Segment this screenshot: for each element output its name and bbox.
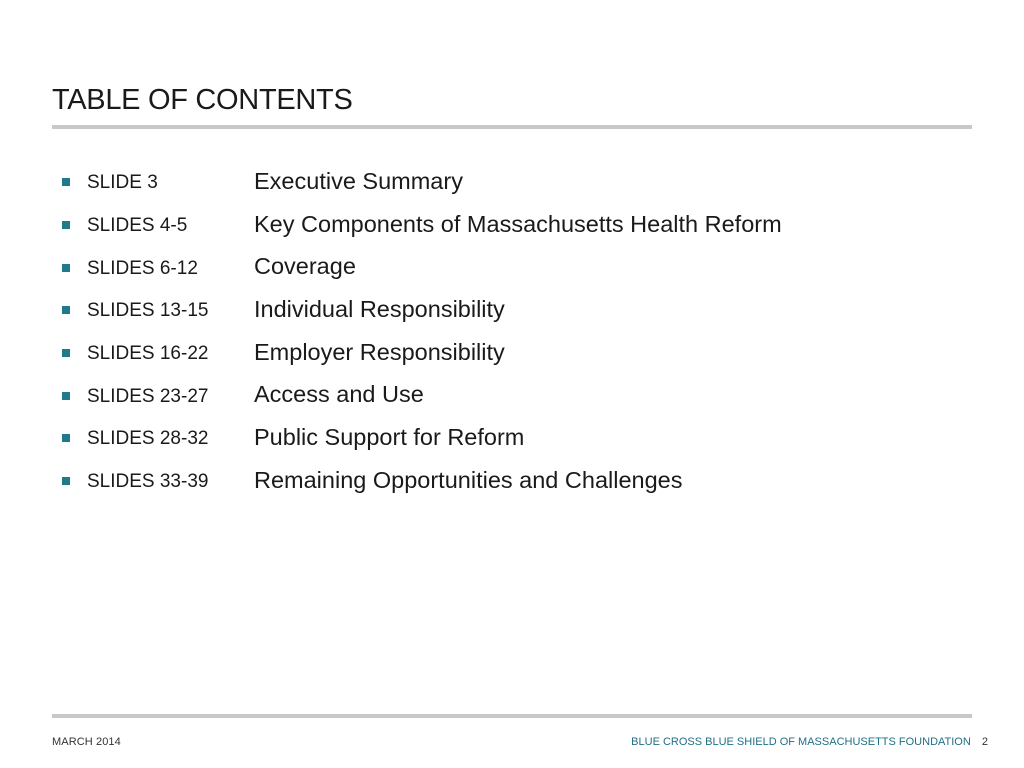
slide-reference: SLIDES 33-39: [87, 471, 209, 493]
square-bullet-icon: [62, 178, 70, 186]
slide-reference: SLIDES 16-22: [87, 343, 209, 365]
slide-reference: SLIDES 4-5: [87, 215, 188, 237]
topic-title: Access and Use: [254, 381, 424, 408]
topic-title: Employer Responsibility: [254, 338, 505, 365]
title-divider: [52, 125, 972, 129]
table-of-contents-list: [62, 162, 782, 504]
topic-title: Coverage: [254, 253, 356, 280]
topic-title: Executive Summary: [254, 167, 463, 194]
footer-organization: BLUE CROSS BLUE SHIELD OF MASSACHUSETTS FOUNDATION: [631, 736, 971, 748]
page-title: TABLE OF CONTENTS: [52, 84, 353, 116]
slide-reference: SLIDES 28-32: [87, 428, 209, 450]
square-bullet-icon: [62, 221, 70, 229]
page-number: 2: [981, 736, 988, 748]
footer-right: [631, 736, 988, 748]
square-bullet-icon: [62, 477, 70, 485]
list-item: [62, 461, 782, 504]
footer-date: MARCH 2014: [52, 736, 121, 748]
list-item: [62, 333, 782, 376]
square-bullet-icon: [62, 392, 70, 400]
slide-reference: SLIDES 13-15: [87, 300, 209, 322]
topic-title: Public Support for Reform: [254, 423, 525, 450]
slide-reference: SLIDE 3: [87, 172, 158, 194]
list-item: [62, 162, 782, 205]
list-item: [62, 418, 782, 461]
square-bullet-icon: [62, 264, 70, 272]
list-item: [62, 247, 782, 290]
square-bullet-icon: [62, 349, 70, 357]
slide-reference: SLIDES 23-27: [87, 385, 209, 407]
topic-title: Remaining Opportunities and Challenges: [254, 466, 683, 493]
list-item: [62, 205, 782, 248]
list-item: [62, 290, 782, 333]
square-bullet-icon: [62, 306, 70, 314]
topic-title: Key Components of Massachusetts Health Reform: [254, 210, 782, 237]
list-item: [62, 375, 782, 418]
topic-title: Individual Responsibility: [254, 295, 505, 322]
slide-reference: SLIDES 6-12: [87, 257, 198, 279]
footer-divider: [52, 714, 972, 718]
square-bullet-icon: [62, 434, 70, 442]
